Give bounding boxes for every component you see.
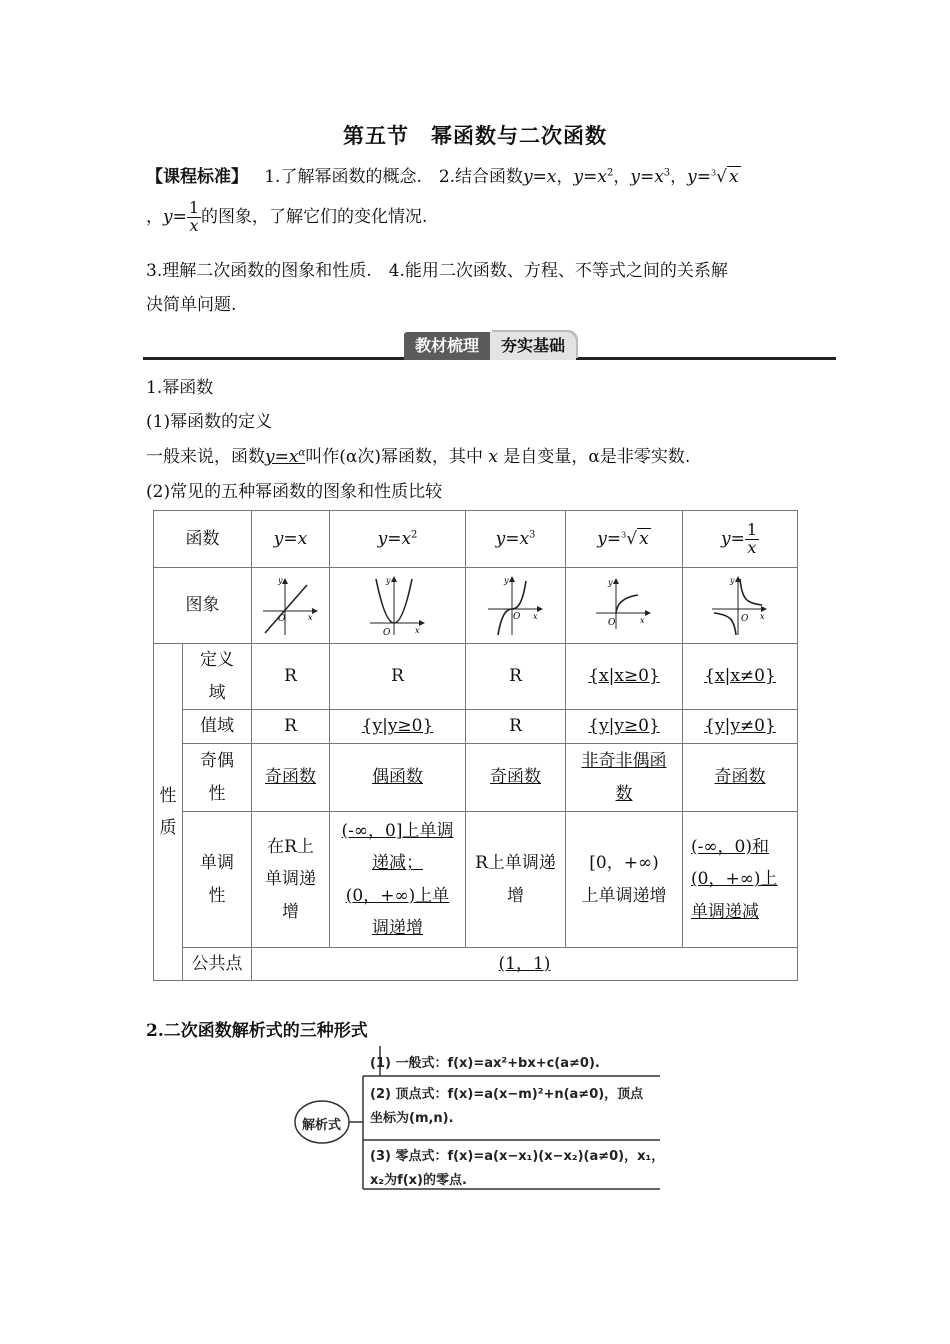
mono-cell: 在R上单调递增 — [252, 812, 330, 948]
col-header-recip: y= $\frac{1}{x}$ — [683, 511, 798, 568]
form-general: (1) 一般式：f(x)=ax²+bx+c(a≠0). — [370, 1056, 600, 1071]
standards-label: 【课程标准】 — [146, 167, 248, 187]
mono-cell: R上单调递增 — [466, 812, 566, 948]
svg-text:x: x — [760, 611, 765, 621]
range-cell: {y|y≠0} — [683, 710, 798, 744]
range-cell: {y|y≥0} — [566, 710, 683, 744]
svg-text:y: y — [385, 575, 391, 585]
parity-cell: 奇函数 — [683, 744, 798, 812]
svg-text:y: y — [730, 575, 735, 585]
domain-cell: {x|x≠0} — [683, 644, 798, 710]
standards-line-2: ，y= $\frac{1}{x}$ 的图象，了解它们的变化情况. — [146, 198, 428, 235]
parity-cell: 奇函数 — [466, 744, 566, 812]
section2-heading: 2.二次函数解析式的三种形式 — [146, 1021, 368, 1041]
diagram-center-label: 解析式 — [302, 1118, 342, 1133]
banner-right: 夯实基础 — [490, 332, 576, 360]
form-vertex-a: (2) 顶点式：f(x)=a(x−m)²+n(a≠0)，顶点 — [370, 1087, 644, 1102]
standards-text-1: 1.了解幂函数的概念. 2.结合函数 — [264, 167, 524, 187]
section1-sub2: (2)常见的五种幂函数的图象和性质比较 — [146, 482, 443, 502]
section1-heading: 1.幂函数 — [146, 378, 214, 398]
col-header-x3: $y=x^3$ — [466, 511, 566, 568]
col-header-x: y=x — [252, 511, 330, 568]
row-label-common: 公共点 — [183, 948, 252, 981]
form-zero-b: x₂为f(x)的零点. — [370, 1173, 467, 1188]
form-vertex-b: 坐标为(m,n). — [370, 1111, 454, 1126]
range-cell: R — [466, 710, 566, 744]
standards-line-3: 3.理解二次函数的图象和性质. 4.能用二次函数、方程、不等式之间的关系解 — [146, 261, 728, 281]
parity-cell: 非奇非偶函数 — [566, 744, 683, 812]
form-zero-a: (3) 零点式：f(x)=a(x−x₁)(x−x₂)(a≠0)，x₁， — [370, 1149, 665, 1164]
table-header-function: 函数 — [154, 511, 252, 568]
svg-text:O: O — [741, 613, 749, 624]
svg-text:O: O — [512, 611, 520, 622]
svg-text:x: x — [414, 625, 420, 635]
standards-line-1: 【课程标准】 1.了解幂函数的概念. 2.结合函数y=x，$y=x^2$，$y=x^3$，y=$^3$√ x — [146, 167, 739, 187]
svg-text:O: O — [608, 617, 616, 628]
section1-definition: 一般来说，函数$y=x^\alpha$叫作(α次)幂函数，其中 x 是自变量，α是非零实数. — [146, 447, 691, 467]
standards-line-4: 决简单问题. — [146, 295, 237, 315]
graph-square — [330, 568, 466, 644]
common-point: (1，1) — [252, 948, 798, 981]
banner-left: 教材梳理 — [404, 332, 490, 360]
range-cell: {y|y≥0} — [330, 710, 466, 744]
svg-text:y: y — [277, 575, 283, 585]
svg-text:x: x — [532, 611, 538, 621]
svg-text:O: O — [382, 627, 390, 638]
svg-text:y: y — [503, 575, 509, 585]
power-function-table — [153, 510, 798, 981]
svg-text:y: y — [608, 577, 613, 587]
table-header-property: 性质 — [154, 644, 183, 981]
parity-cell: 奇函数 — [252, 744, 330, 812]
mono-cell: [0，+∞) 上单调递增 — [566, 812, 683, 948]
mono-cell: (-∞，0)和 (0，+∞)上单调递减 — [683, 812, 798, 948]
page-title: 第五节 幂函数与二次函数 — [343, 123, 607, 148]
graph-cube — [466, 568, 566, 644]
domain-cell: R — [330, 644, 466, 710]
domain-cell: R — [252, 644, 330, 710]
row-label-domain: 定义域 — [183, 644, 252, 710]
svg-text:x: x — [307, 612, 313, 622]
graph-linear — [252, 568, 330, 644]
domain-cell: {x|x≥0} — [566, 644, 683, 710]
parity-cell: 偶函数 — [330, 744, 466, 812]
domain-cell: R — [466, 644, 566, 710]
mono-cell: (-∞，0]上单调递减； (0，+∞)上单调递增 — [330, 812, 466, 948]
graph-reciprocal — [683, 568, 798, 644]
svg-text:x: x — [640, 615, 645, 625]
graph-root — [566, 568, 683, 644]
standards-text-2: 的图象，了解它们的变化情况. — [201, 206, 428, 227]
row-label-monotonic: 单调性 — [183, 812, 252, 948]
row-label-parity: 奇偶性 — [183, 744, 252, 812]
col-header-x2: $y=x^2$ — [330, 511, 466, 568]
section1-sub1: (1)幂函数的定义 — [146, 412, 273, 432]
range-cell: R — [252, 710, 330, 744]
table-header-graph: 图象 — [154, 568, 252, 644]
row-label-range: 值域 — [183, 710, 252, 744]
svg-text:O: O — [277, 613, 285, 624]
col-header-sqrt: y=$^3$√ x — [566, 511, 683, 568]
